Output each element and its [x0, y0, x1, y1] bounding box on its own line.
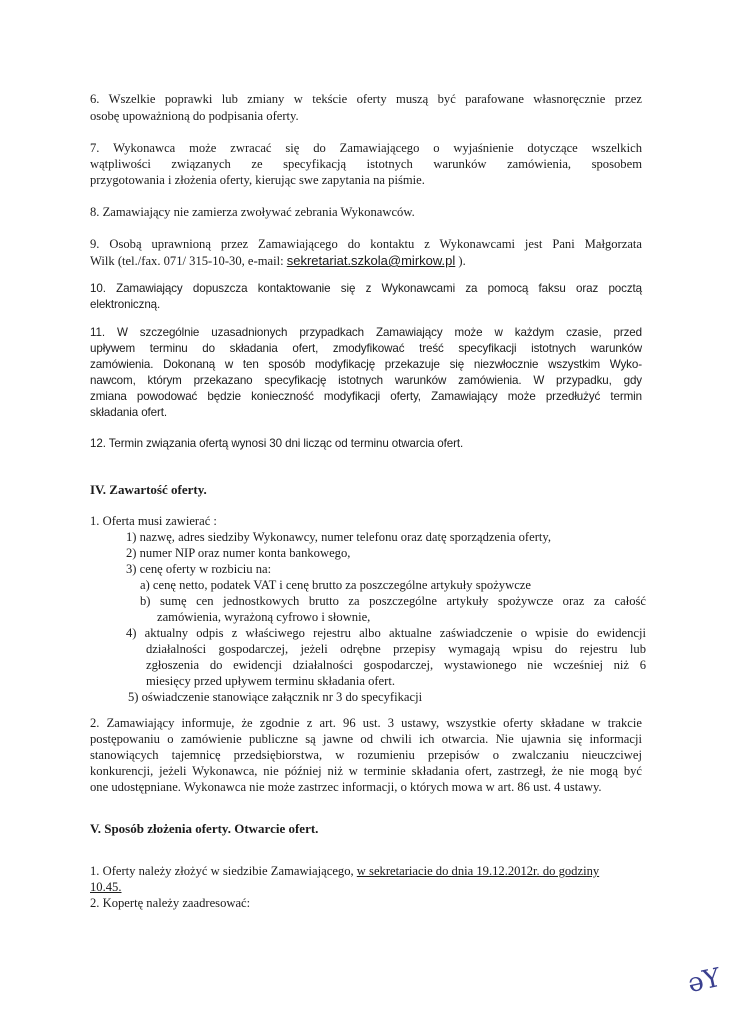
point-6-line-2: osobę upoważnioną do podpisania oferty. [90, 109, 299, 123]
list-item-5: 5) oświadczenie stanowiące załącznik nr 3 do specyfikacji [128, 690, 423, 704]
section-4-p2-line-3: stanowiących tajemnicę przedsiębiorstwa, w rozumieniu przepisów o zwalczaniu nieuczciwej [90, 748, 642, 762]
point-11-line-4: nawcom, którym przekazano specyfikację istotnych warunków zamówienia. W przypadku, gdy [90, 374, 642, 387]
point-11-line-3: zamówienia. Dokonaną w ten sposób modyfikację przekazuje się niezwłocznie wszystkim Wyko- [90, 358, 642, 371]
point-11-line-5: zmiana powodować będzie konieczność modyfikacji oferty, Zamawiający może przedłużyć termin [90, 390, 642, 403]
list-item-3a: a) cenę netto, podatek VAT i cenę brutto za poszczególne artykuły spożywcze [140, 578, 531, 592]
section-4-p2-line-4: konkurencji, jeżeli Wykonawca, nie później niż w terminie składania ofert, zastrzegł, że nie mogą być [90, 764, 642, 778]
point-7-line-2: wątpliwości związanych ze specyfikacją istotnych warunków zamówienia, sposobem [90, 157, 642, 171]
section-4-intro: 1. Oferta musi zawierać : [90, 514, 217, 528]
list-item-4-line-1: 4) aktualny odpis z właściwego rejestru albo aktualne zaświadczenie o wpisie do ewidencji [126, 626, 646, 640]
section-5-p1-line-1 [90, 864, 642, 879]
point-11-line-2: upływem terminu do składania ofert, zmodyfikować treść specyfikacji istotnych warunków [90, 342, 642, 355]
point-9-line-1: 9. Osobą uprawnioną przez Zamawiającego do kontaktu z Wykonawcami jest Pani Małgorzata [90, 237, 642, 251]
section-4-heading: IV. Zawartość oferty. [90, 482, 207, 497]
list-item-3b-line-1: b) sumę cen jednostkowych brutto za poszczególne artykuły spożywcze oraz za całość [140, 594, 646, 608]
section-4-p2-line-5: one udostępniane. Wykonawca nie może zastrzec informacji, o których mowa w art. 86 ust. 4 ustawy. [90, 780, 602, 794]
list-item-4-line-4: miesięcy przed upływem terminu składania ofert. [146, 674, 395, 688]
section-5-p1-line-2 [90, 880, 642, 895]
section-4-p2-line-2: postępowaniu o zamówienie publiczne są jawne od chwili ich otwarcia. Nie ujawnia się informacji [90, 732, 642, 746]
handwritten-page-mark: ǝY [685, 962, 724, 1000]
point-10-line-2: elektroniczną. [90, 298, 161, 311]
submission-deadline: w sekretariacie do dnia 19.12.2012r. do godziny [356, 864, 600, 878]
point-12-line-1: 12. Termin związania ofertą wynosi 30 dni licząc od terminu otwarcia ofert. [90, 437, 464, 450]
section-5-p2: 2. Kopertę należy zaadresować: [90, 896, 251, 910]
list-item-2: 2) numer NIP oraz numer konta bankowego, [126, 546, 351, 560]
point-7-line-1: 7. Wykonawca może zwracać się do Zamawiającego o wyjaśnienie dotyczące wszelkich [90, 141, 642, 155]
point-9-line-2 [90, 253, 642, 269]
point-11-line-1: 11. W szczególnie uzasadnionych przypadkach Zamawiający może w każdym czasie, przed [90, 326, 642, 339]
point-10-line-1: 10. Zamawiający dopuszcza kontaktowanie się z Wykonawcami za pomocą faksu oraz pocztą [90, 282, 642, 295]
point-8-line-1: 8. Zamawiający nie zamierza zwoływać zebrania Wykonawców. [90, 205, 415, 219]
list-item-3b-line-2: zamówienia, wyrażoną cyfrowo i słownie, [157, 610, 371, 624]
email-link[interactable]: sekretariat.szkola@mirkow.pl [286, 253, 456, 268]
section-4-p2-line-1: 2. Zamawiający informuje, że zgodnie z art. 96 ust. 3 ustawy, wszystkie oferty składane w trakcie [90, 716, 642, 730]
point-7-line-3: przygotowania i złożenia oferty, kierując swe zapytania na piśmie. [90, 173, 425, 187]
section-5-heading: V. Sposób złożenia oferty. Otwarcie ofert. [90, 821, 319, 836]
point-9-closing: ). [455, 254, 466, 268]
point-6-line-1: 6. Wszelkie poprawki lub zmiany w tekście oferty muszą być parafowane własnoręcznie przez [90, 92, 642, 106]
list-item-1: 1) nazwę, adres siedziby Wykonawcy, numer telefonu oraz datę sporządzenia oferty, [126, 530, 552, 544]
list-item-4-line-2: działalności gospodarczej, jeżeli odrębne przepisy wymagają wpisu do rejestru lub [146, 642, 646, 656]
section-5-p1-text: 1. Oferty należy złożyć w siedzibie Zamawiającego, [90, 864, 357, 878]
point-11-line-6: składania ofert. [90, 406, 168, 419]
submission-time: 10.45. [90, 880, 122, 894]
point-9-contact-text: Wilk (tel./fax. 071/ 315-10-30, e-mail: [90, 254, 287, 268]
list-item-4-line-3: zgłoszenia do ewidencji działalności gospodarczej, wystawionego nie wcześniej niż 6 [146, 658, 646, 672]
list-item-3: 3) cenę oferty w rozbiciu na: [126, 562, 272, 576]
